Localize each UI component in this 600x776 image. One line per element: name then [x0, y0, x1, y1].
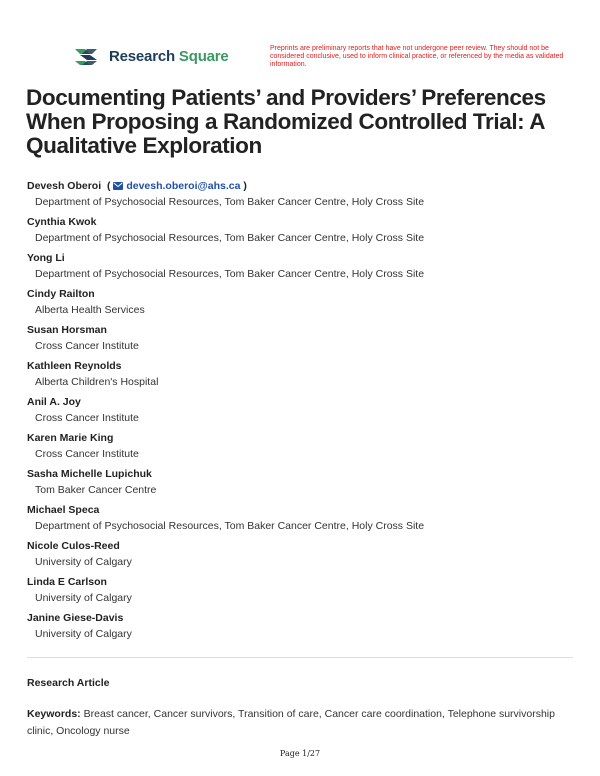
author-affiliation: University of Calgary — [35, 628, 132, 640]
paper-title: Documenting Patients’ and Providers’ Preferences When Proposing a Randomized Controlled Trial: A Qualitative Exploration — [26, 85, 546, 158]
logo-word-square: Square — [178, 47, 229, 65]
preprint-disclaimer: Preprints are preliminary reports that have not undergone peer review. They should not be considered conclusive, used to inform clinical practice, or referenced by the media as validated information. — [270, 45, 564, 68]
author-affiliation: Tom Baker Cancer Centre — [35, 484, 157, 496]
author-name: Nicole Culos-Reed — [27, 540, 120, 552]
author-entry — [27, 359, 567, 395]
keywords-label: Keywords: — [27, 708, 81, 720]
author-name: Cindy Railton — [27, 288, 95, 300]
author-entry — [27, 323, 567, 359]
author-name: Linda E Carlson — [27, 576, 107, 588]
author-entry — [27, 539, 567, 575]
header — [0, 0, 600, 80]
author-name: Devesh Oberoi — [27, 180, 102, 192]
keywords — [27, 706, 567, 740]
mail-icon — [113, 182, 123, 190]
logo-word-research: Research — [109, 47, 175, 65]
author-entry — [27, 611, 567, 647]
author-affiliation: Cross Cancer Institute — [35, 340, 139, 352]
author-affiliation: Department of Psychosocial Resources, Tom Baker Cancer Centre, Holy Cross Site — [35, 268, 425, 280]
author-entry — [27, 287, 567, 323]
author-affiliation: Department of Psychosocial Resources, Tom Baker Cancer Centre, Holy Cross Site — [35, 232, 425, 244]
corresponding-email: ( devesh.oberoi@ahs.ca ) — [106, 180, 247, 192]
author-name: Karen Marie King — [27, 432, 114, 444]
author-entry — [27, 395, 567, 431]
logo-text — [109, 48, 229, 65]
article-type: Research Article — [27, 677, 110, 689]
author-affiliation: Alberta Children's Hospital — [35, 376, 159, 388]
author-name: Janine Giese-Davis — [27, 612, 124, 624]
author-affiliation: University of Calgary — [35, 556, 132, 568]
author-list — [27, 179, 567, 647]
author-entry — [27, 575, 567, 611]
author-entry — [27, 251, 567, 287]
author-name: Sasha Michelle Lupichuk — [27, 468, 152, 480]
author-name: Kathleen Reynolds — [27, 360, 122, 372]
author-affiliation: Cross Cancer Institute — [35, 448, 139, 460]
author-entry — [27, 179, 567, 215]
author-name: Michael Speca — [27, 504, 100, 516]
author-entry — [27, 215, 567, 251]
author-affiliation: Alberta Health Services — [35, 304, 145, 316]
author-affiliation: University of Calgary — [35, 592, 132, 604]
email-link[interactable]: devesh.oberoi@ahs.ca — [126, 180, 241, 192]
author-entry — [27, 467, 567, 503]
author-name: Susan Horsman — [27, 324, 107, 336]
research-square-logo[interactable] — [73, 46, 229, 66]
author-affiliation: Department of Psychosocial Resources, Tom Baker Cancer Centre, Holy Cross Site — [35, 520, 425, 532]
author-name: Yong Li — [27, 252, 65, 264]
author-affiliation: Cross Cancer Institute — [35, 412, 139, 424]
author-entry — [27, 503, 567, 539]
keywords-text: Breast cancer, Cancer survivors, Transition of care, Cancer care coordination, Telephone survivorship clinic, Oncology nurse — [27, 708, 555, 737]
author-entry — [27, 431, 567, 467]
page-number: Page 1/27 — [279, 749, 321, 758]
section-divider — [27, 657, 573, 658]
author-affiliation: Department of Psychosocial Resources, Tom Baker Cancer Centre, Holy Cross Site — [35, 196, 425, 208]
author-name: Anil A. Joy — [27, 396, 81, 408]
research-square-logo-icon — [73, 46, 103, 66]
author-name: Cynthia Kwok — [27, 216, 97, 228]
